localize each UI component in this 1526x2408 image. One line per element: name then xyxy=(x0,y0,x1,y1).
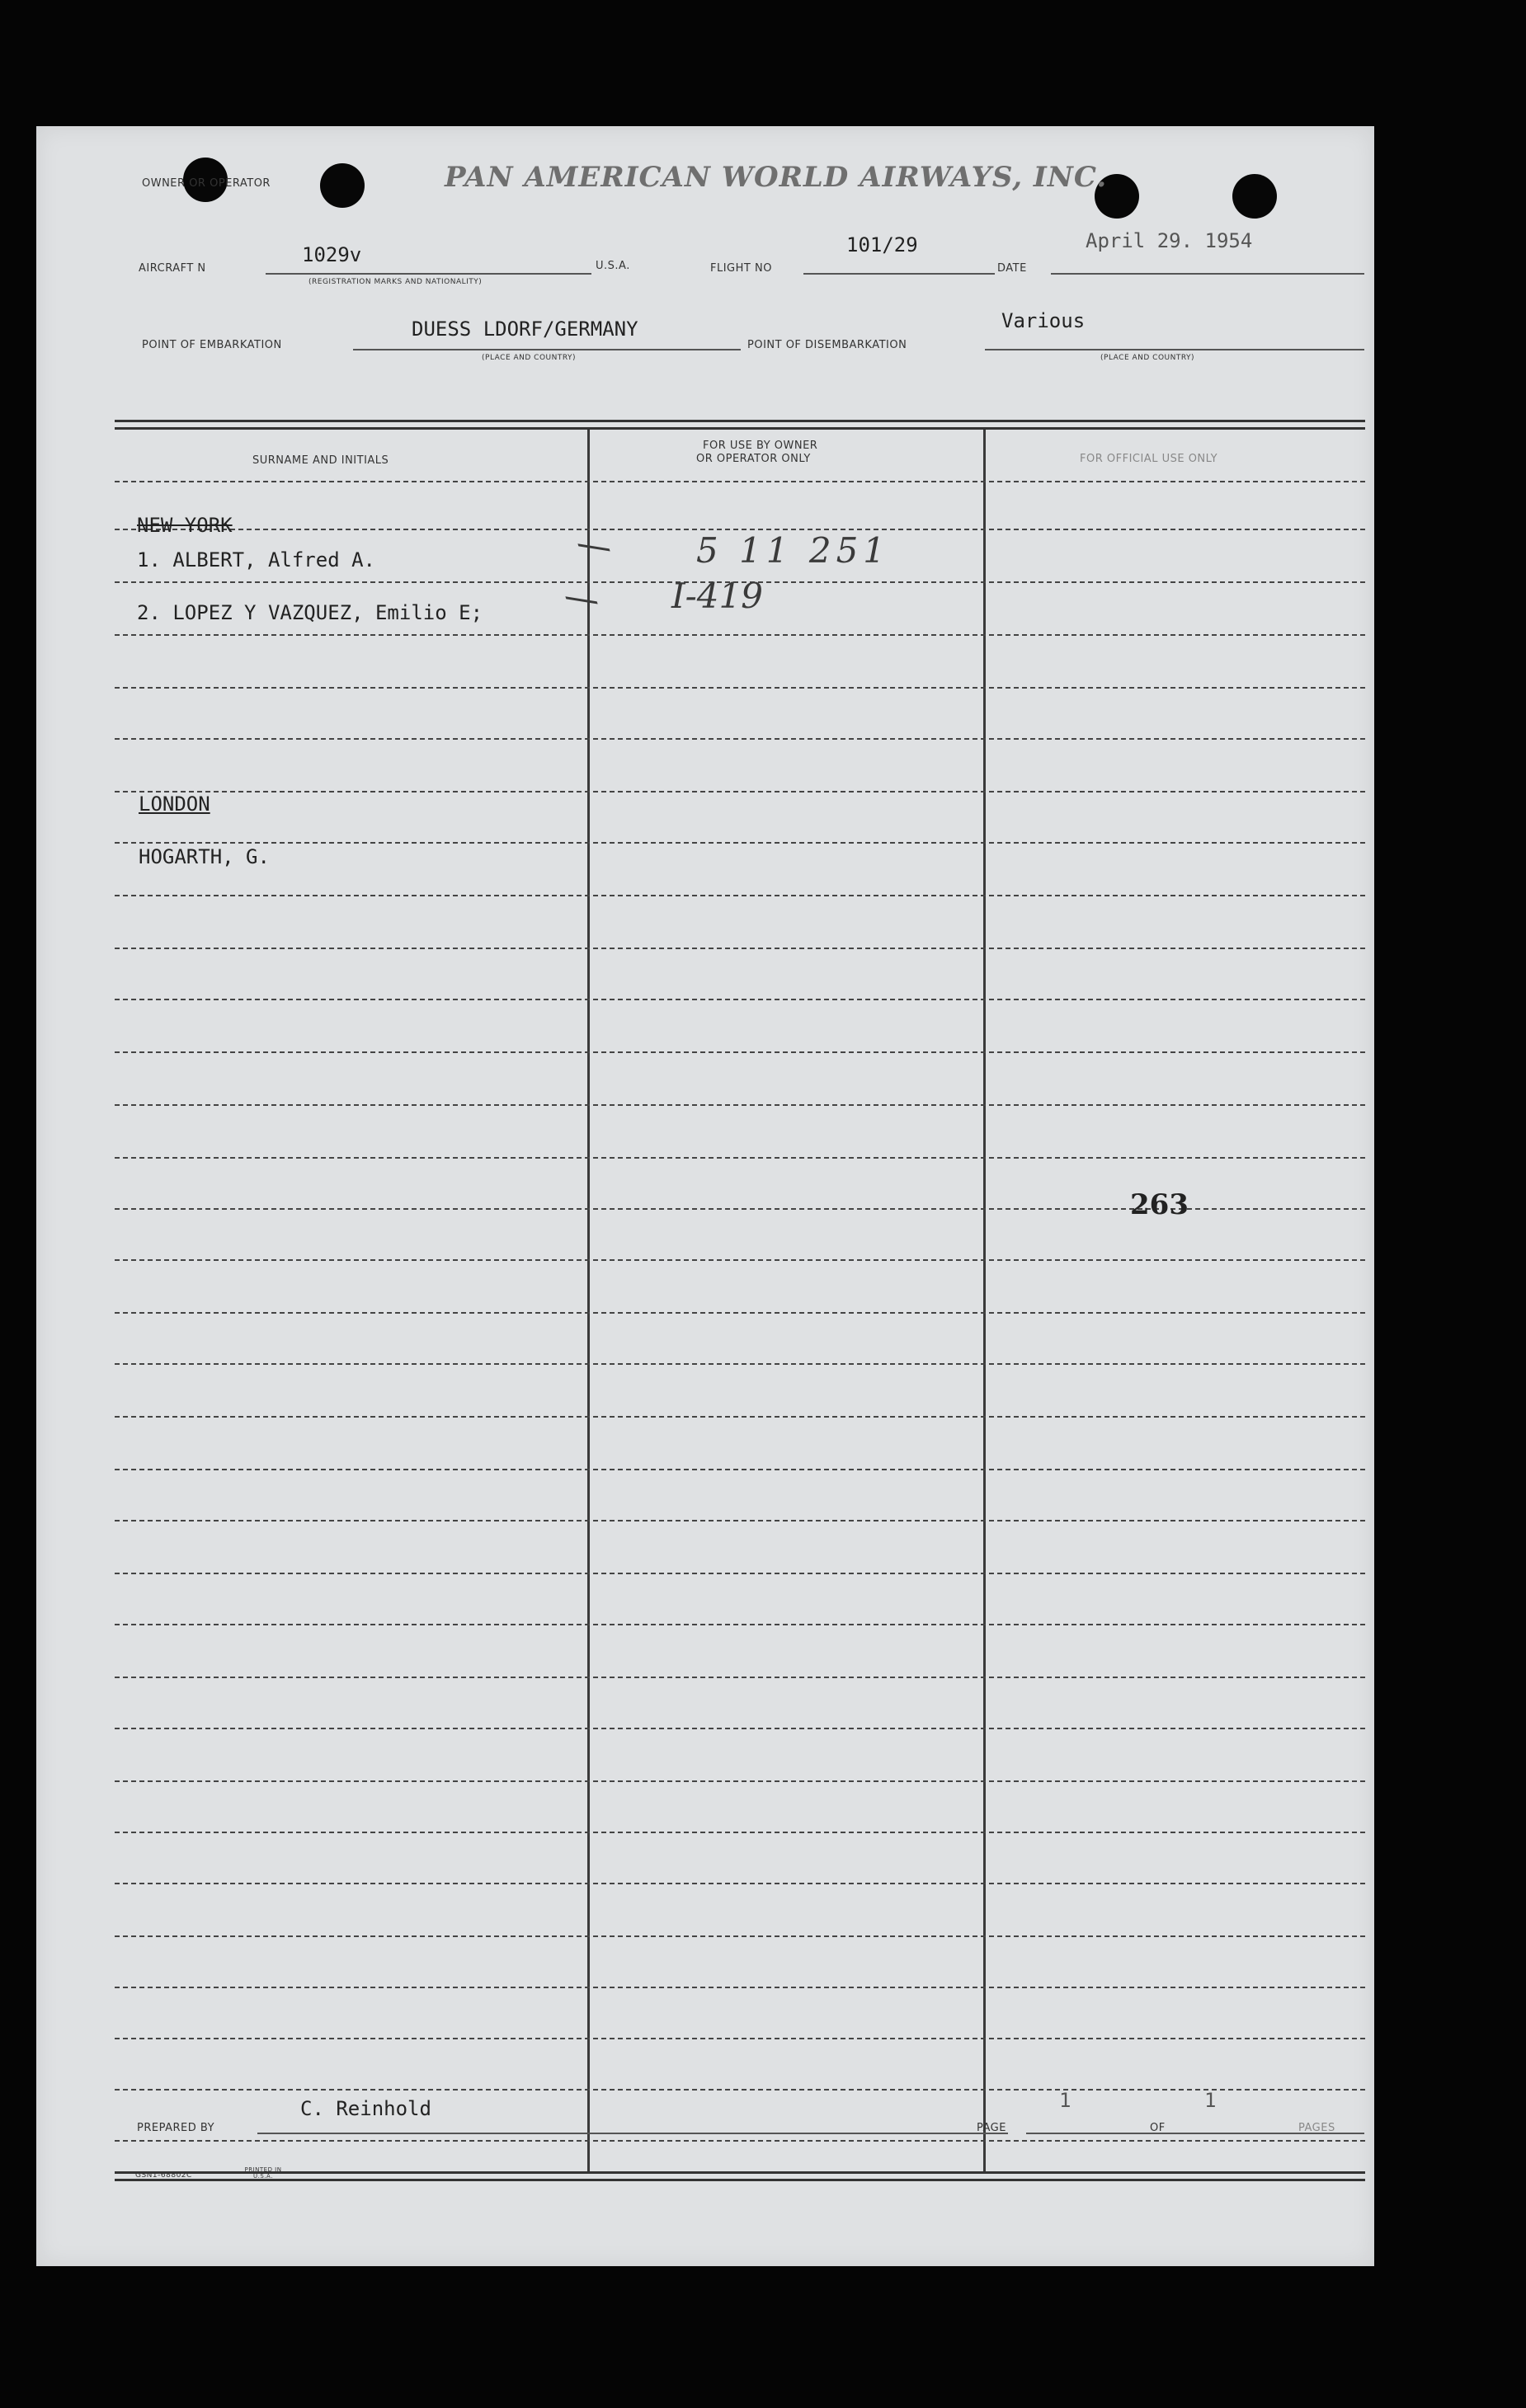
punch-hole xyxy=(1232,174,1277,219)
official-number: 263 xyxy=(1130,1188,1189,1221)
destination-group-new-york: NEW YORK xyxy=(137,514,233,537)
disembarkation-sublabel: (PLACE AND COUNTRY) xyxy=(1100,354,1195,362)
embarkation-value: DUESS LDORF/GERMANY xyxy=(412,317,638,341)
owner-operator-label: OWNER OR OPERATOR xyxy=(142,177,271,190)
passenger-row: 2. LOPEZ Y VAZQUEZ, Emilio E; xyxy=(137,601,483,624)
handwritten-note: I-419 xyxy=(671,576,763,616)
date-value: April 29. 1954 xyxy=(1086,229,1253,252)
column-divider xyxy=(587,430,590,2171)
disembarkation-value: Various xyxy=(1001,309,1086,332)
of-value: 1 xyxy=(1204,2089,1217,2112)
official-column-header: FOR OFFICIAL USE ONLY xyxy=(1080,453,1218,465)
owner-column-header-1: FOR USE BY OWNER xyxy=(703,440,818,452)
handwritten-mark: / xyxy=(561,588,604,612)
page-value: 1 xyxy=(1059,2089,1071,2112)
aircraft-number: 1029v xyxy=(302,243,362,266)
printed-mark: PRINTED IN U.S.A. xyxy=(244,2166,282,2180)
manifest-sheet xyxy=(36,126,1374,2266)
handwritten-mark: / xyxy=(573,535,616,559)
of-label: OF xyxy=(1150,2122,1166,2134)
embarkation-sublabel: (PLACE AND COUNTRY) xyxy=(482,354,577,362)
handwritten-note: 5 11 251 xyxy=(696,530,891,571)
passenger-row: HOGARTH, G. xyxy=(139,845,270,868)
destination-group-london: LONDON xyxy=(139,792,210,816)
table-top-rule xyxy=(115,420,1365,430)
aircraft-label: AIRCRAFT N xyxy=(139,262,206,275)
prepared-by-label: PREPARED BY xyxy=(137,2122,215,2134)
flight-number: 101/29 xyxy=(846,233,918,256)
surname-column-header: SURNAME AND INITIALS xyxy=(252,454,389,467)
passenger-row: 1. ALBERT, Alfred A. xyxy=(137,548,375,571)
date-label: DATE xyxy=(997,262,1027,275)
aircraft-sublabel: (REGISTRATION MARKS AND NATIONALITY) xyxy=(308,278,483,286)
company-name: PAN AMERICAN WORLD AIRWAYS, INC. xyxy=(445,161,1108,194)
owner-column-header-2: OR OPERATOR ONLY xyxy=(696,453,811,465)
page-label: PAGE xyxy=(977,2122,1006,2134)
column-divider xyxy=(983,430,986,2171)
disembarkation-label: POINT OF DISEMBARKATION xyxy=(747,339,907,351)
form-code: GSN1-68802C xyxy=(135,2171,192,2180)
embarkation-label: POINT OF EMBARKATION xyxy=(142,339,282,351)
prepared-by-value: C. Reinhold xyxy=(300,2097,431,2120)
usa-label: U.S.A. xyxy=(596,260,630,272)
pages-label: PAGES xyxy=(1298,2122,1335,2134)
table-bottom-rule xyxy=(115,2171,1365,2181)
punch-hole xyxy=(320,163,365,208)
flight-no-label: FLIGHT NO xyxy=(710,262,772,275)
